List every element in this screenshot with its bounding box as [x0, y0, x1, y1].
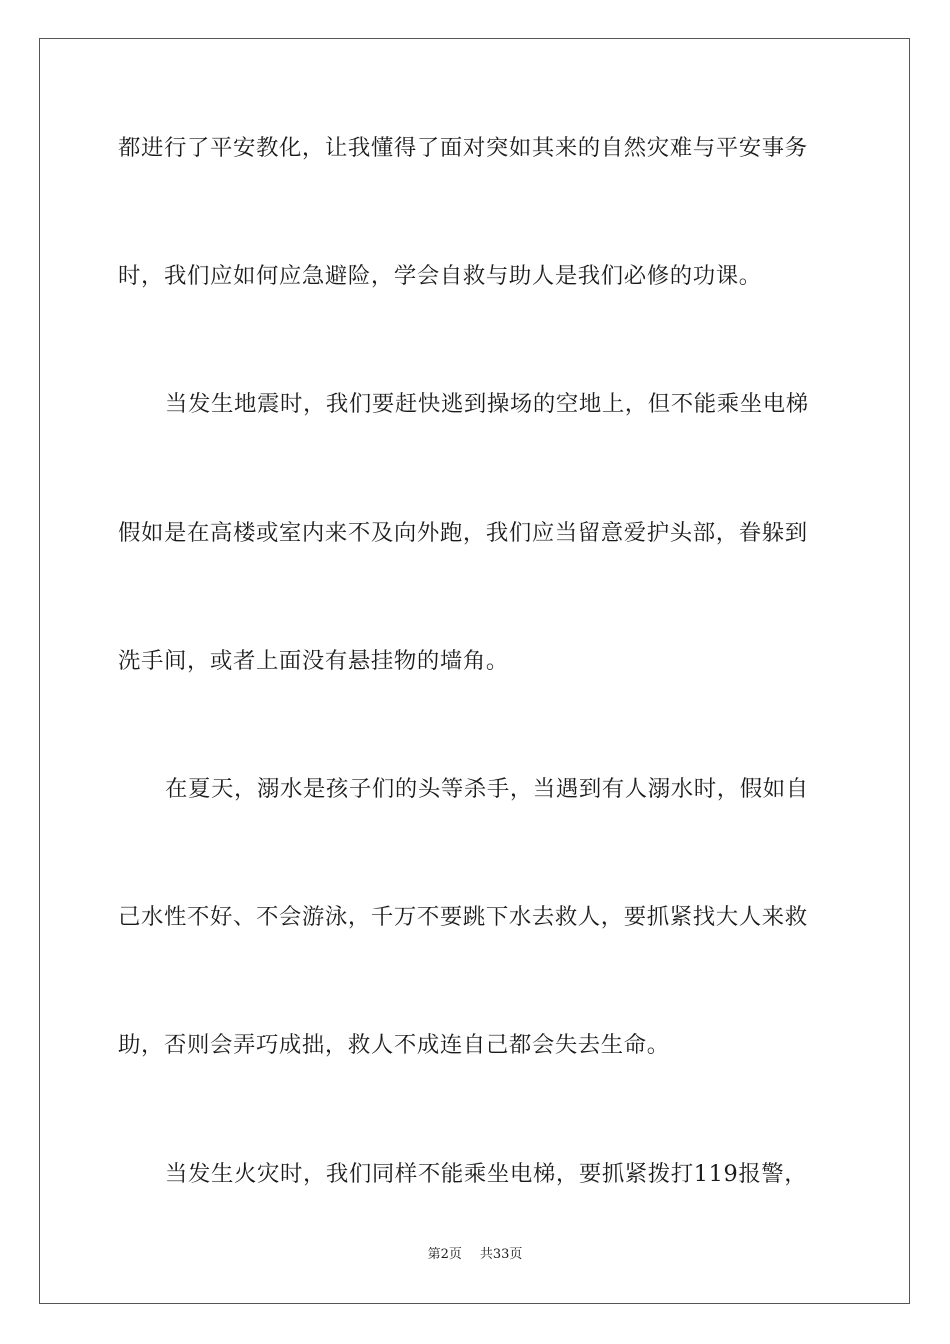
- paragraph-start-line: 当发生地震时，我们要赶快逃到操场的空地上，但不能乘坐电梯: [165, 391, 809, 418]
- text-line: 洗手间，或者上面没有悬挂物的墙角。: [118, 647, 509, 674]
- text-line: 都进行了平安教化，让我懂得了面对突如其来的自然灾难与平安事务: [118, 135, 808, 161]
- text-line: 假如是在高楼或室内来不及向外跑，我们应当留意爱护头部，眷躲到: [118, 519, 808, 546]
- document-body: [118, 128, 834, 1282]
- text-line: 时，我们应如何应急避险，学会自救与助人是我们必修的功课。: [118, 263, 762, 290]
- total-pages: 共33页: [479, 1247, 523, 1262]
- text-line: 助，否则会弄巧成拙，救人不成连自己都会失去生命。: [118, 1032, 670, 1059]
- paragraph-start-line: 在夏天，溺水是孩子们的头等杀手，当遇到有人溺水时，假如自: [165, 775, 809, 802]
- page-footer: [0, 1246, 950, 1264]
- text-line: 己水性不好、不会游泳，千万不要跳下水去救人，要抓紧找大人来救: [118, 904, 808, 931]
- page-number: 第2页: [427, 1247, 462, 1262]
- paragraph-start-line: 当发生火灾时，我们同样不能乘坐电梯，要抓紧拨打119报警，: [165, 1160, 808, 1187]
